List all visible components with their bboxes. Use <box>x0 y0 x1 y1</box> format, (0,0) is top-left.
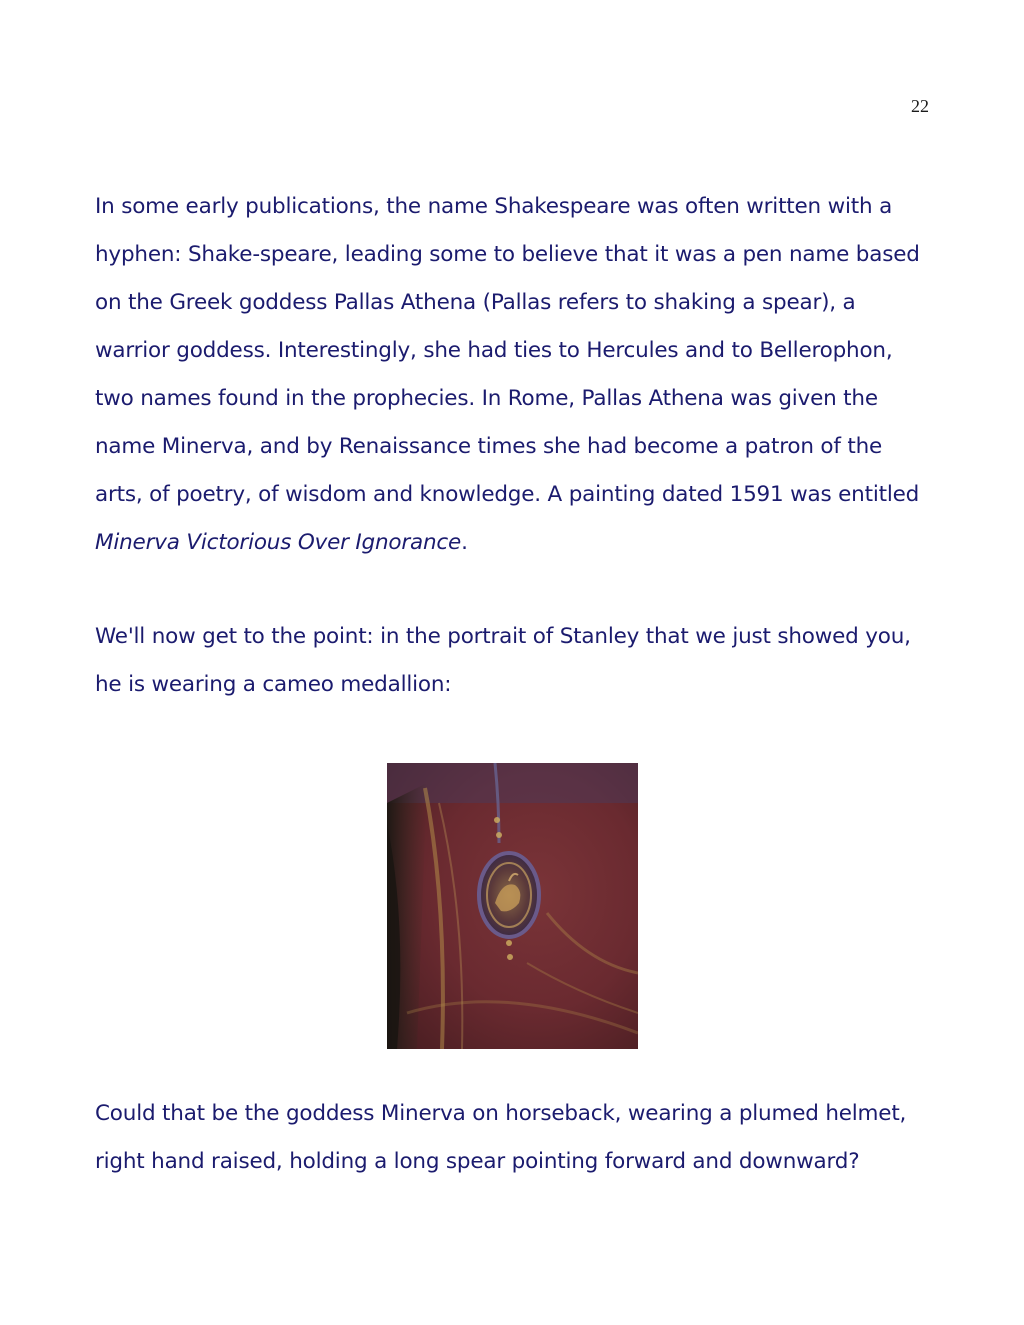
paragraph-portrait: We'll now get to the point: in the portrait of Stanley that we just showed you, he is wearing a cameo medallion: <box>95 624 911 697</box>
paragraph-end-punctuation: . <box>461 530 468 555</box>
cameo-medallion-photo <box>387 763 638 1049</box>
paragraph-minerva-intro <box>95 183 935 567</box>
paragraph-minerva-question: Could that be the goddess Minerva on horseback, wearing a plumed helmet, right hand raised, holding a long spear pointing forward and downward? <box>95 1101 907 1174</box>
page-number: 22 <box>911 96 929 116</box>
painting-title: Minerva Victorious Over Ignorance <box>95 530 462 555</box>
paragraph-lead-text: In some early publications, the name Shakespeare was often written with a hyphen: Shake-speare, leading some to believe that it was a pen name based on the Greek goddess Pallas Athena (Pallas refers to shaking a spear), a warrior goddess. Interestingly, she had ties to Hercules and to Bellerophon, two names found in the prophecies. In Rome, Pallas Athena was given the name Minerva, and by Renaissance times she had become a patron of the arts, of poetry, of wisdom and knowledge. A painting dated 1591 was entitled <box>95 194 920 507</box>
